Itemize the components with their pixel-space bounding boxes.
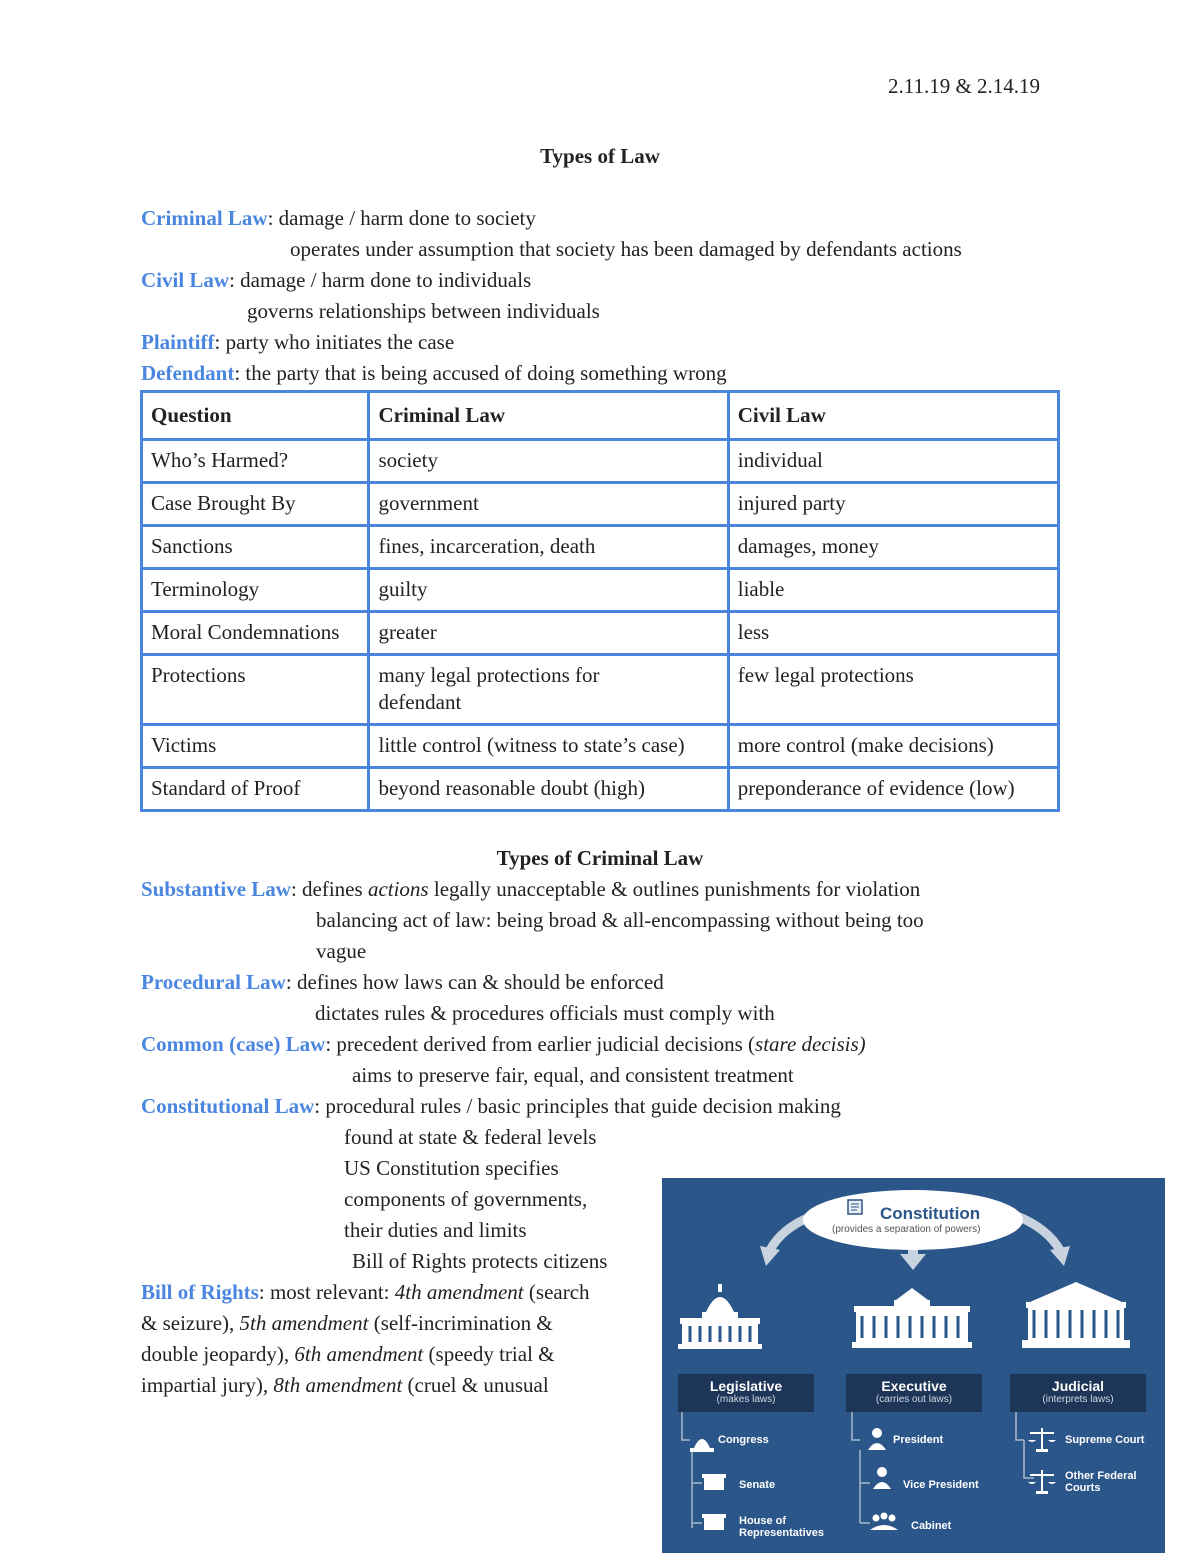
table-header-row bbox=[142, 392, 1059, 440]
date: 2.11.19 & 2.14.19 bbox=[888, 74, 1041, 98]
item-house: House of Representatives bbox=[739, 1515, 824, 1539]
table-row bbox=[142, 569, 1059, 612]
table-cell: beyond reasonable doubt (high) bbox=[369, 768, 728, 811]
arrow-center-head bbox=[900, 1254, 926, 1270]
table-cell: Victims bbox=[142, 725, 369, 768]
definition-bill-of-rights bbox=[141, 1278, 590, 1306]
def-part: double jeopardy), bbox=[141, 1342, 295, 1366]
table-cell: more control (make decisions) bbox=[728, 725, 1058, 768]
def-part: (search bbox=[523, 1280, 590, 1304]
term-procedural-law: Procedural Law bbox=[141, 970, 286, 994]
supreme-court-icon bbox=[1022, 1282, 1130, 1348]
table-cell: injured party bbox=[728, 483, 1058, 526]
arrow-right-head bbox=[1050, 1246, 1070, 1266]
branch-executive bbox=[846, 1374, 982, 1412]
constitution-title: Constitution bbox=[880, 1204, 981, 1223]
branch-judicial bbox=[1010, 1374, 1146, 1412]
table-row bbox=[142, 725, 1059, 768]
note-substantive-1: balancing act of law: being broad & all-encompassing without being too bbox=[316, 908, 924, 932]
def-emphasis: stare decisis) bbox=[755, 1032, 866, 1056]
branch-subtitle: (makes laws) bbox=[716, 1394, 776, 1405]
table-row bbox=[142, 612, 1059, 655]
arrow-left-head bbox=[760, 1246, 780, 1266]
congress-icon bbox=[690, 1439, 714, 1452]
section-title-types-of-law: Types of Law bbox=[540, 144, 660, 168]
definition-substantive-law bbox=[141, 875, 920, 903]
note-constitutional: their duties and limits bbox=[344, 1218, 527, 1242]
table-cell: less bbox=[728, 612, 1058, 655]
def-part: : defines how laws can & should be enforced bbox=[285, 970, 664, 994]
table-header: Criminal Law bbox=[369, 392, 728, 440]
president-icon bbox=[868, 1428, 886, 1450]
comparison-table bbox=[140, 390, 1060, 812]
vice-president-icon bbox=[873, 1467, 891, 1489]
table-cell: little control (witness to state’s case) bbox=[369, 725, 728, 768]
table-row bbox=[142, 655, 1059, 725]
separation-of-powers-diagram bbox=[662, 1178, 1165, 1553]
term-criminal-law: Criminal Law bbox=[141, 206, 268, 230]
definition-constitutional-law bbox=[141, 1092, 841, 1120]
def-part: (speedy trial & bbox=[423, 1342, 555, 1366]
branch-title: Legislative bbox=[709, 1378, 783, 1394]
def-part: : defines bbox=[290, 877, 368, 901]
table-cell: fines, incarceration, death bbox=[369, 526, 728, 569]
term-substantive-law: Substantive Law bbox=[141, 877, 291, 901]
def-part: : most relevant: bbox=[258, 1280, 395, 1304]
item-cabinet: Cabinet bbox=[911, 1520, 952, 1532]
table-cell: Moral Condemnations bbox=[142, 612, 369, 655]
term-bill-of-rights: Bill of Rights bbox=[141, 1280, 259, 1304]
amendment-emphasis: 6th amendment bbox=[294, 1342, 424, 1366]
section-title-types-of-criminal-law: Types of Criminal Law bbox=[496, 846, 704, 870]
scales-icon-federal bbox=[1028, 1470, 1056, 1494]
table-cell-text: many legal protections for defendant bbox=[378, 663, 600, 714]
note-constitutional: Bill of Rights protects citizens bbox=[352, 1249, 608, 1273]
house-icon bbox=[702, 1514, 726, 1530]
branch-subtitle: (carries out laws) bbox=[875, 1394, 953, 1405]
table-cell: Case Brought By bbox=[142, 483, 369, 526]
table-header: Question bbox=[142, 392, 369, 440]
branch-title: Executive bbox=[881, 1378, 947, 1394]
table-cell: preponderance of evidence (low) bbox=[728, 768, 1058, 811]
note-criminal-law: operates under assumption that society has been damaged by defendants actions bbox=[290, 237, 962, 261]
definition-procedural-law bbox=[141, 968, 664, 996]
branch-legislative bbox=[678, 1374, 814, 1412]
definition-plaintiff bbox=[141, 328, 454, 356]
table-cell: greater bbox=[369, 612, 728, 655]
table-cell: Standard of Proof bbox=[142, 768, 369, 811]
branch-title: Judicial bbox=[1051, 1378, 1105, 1394]
def-part: (cruel & unusual bbox=[402, 1373, 549, 1397]
table-cell: damages, money bbox=[728, 526, 1058, 569]
cabinet-icon bbox=[870, 1513, 898, 1531]
definition-criminal-law bbox=[141, 204, 536, 232]
bill-line-2 bbox=[141, 1309, 553, 1337]
term-constitutional-law: Constitutional Law bbox=[141, 1094, 315, 1118]
note-constitutional: US Constitution specifies bbox=[344, 1156, 559, 1180]
term-plaintiff: Plaintiff bbox=[141, 330, 215, 354]
senate-icon bbox=[702, 1474, 726, 1490]
table-cell: society bbox=[369, 440, 728, 483]
table-cell: Who’s Harmed? bbox=[142, 440, 369, 483]
item-president: President bbox=[893, 1434, 944, 1446]
term-defendant: Defendant bbox=[141, 361, 235, 385]
item-vice-president: Vice President bbox=[903, 1479, 979, 1491]
amendment-emphasis: 4th amendment bbox=[394, 1280, 524, 1304]
note-substantive-2: vague bbox=[316, 939, 367, 963]
item-federal-courts: Other Federal Courts bbox=[1065, 1470, 1137, 1494]
amendment-emphasis: 8th amendment bbox=[273, 1373, 403, 1397]
table-cell: Sanctions bbox=[142, 526, 369, 569]
bill-line-4 bbox=[141, 1371, 549, 1399]
item-congress: Congress bbox=[718, 1434, 769, 1446]
table-row bbox=[142, 768, 1059, 811]
term-civil-law: Civil Law bbox=[141, 268, 230, 292]
bill-line-3 bbox=[141, 1340, 555, 1368]
note-constitutional: found at state & federal levels bbox=[344, 1125, 597, 1149]
arrow-right bbox=[1017, 1216, 1060, 1250]
table-cell: individual bbox=[728, 440, 1058, 483]
def-part: legally unacceptable & outlines punishments for violation bbox=[428, 877, 921, 901]
note-procedural: dictates rules & procedures officials must comply with bbox=[315, 1001, 775, 1025]
def-emphasis: actions bbox=[367, 877, 429, 901]
table-cell: government bbox=[369, 483, 728, 526]
definition-civil-law bbox=[141, 266, 531, 294]
table-cell: Terminology bbox=[142, 569, 369, 612]
white-house-icon bbox=[852, 1288, 972, 1348]
def-plaintiff: : party who initiates the case bbox=[214, 330, 455, 354]
def-part: impartial jury), bbox=[141, 1373, 274, 1397]
def-part: : precedent derived from earlier judicial decisions ( bbox=[325, 1032, 756, 1056]
def-part: (self-incrimination & bbox=[368, 1311, 553, 1335]
table-cell: liable bbox=[728, 569, 1058, 612]
table-row bbox=[142, 526, 1059, 569]
item-supreme-court: Supreme Court bbox=[1065, 1434, 1145, 1446]
def-part: : procedural rules / basic principles that guide decision making bbox=[314, 1094, 841, 1118]
branch-subtitle: (interprets laws) bbox=[1042, 1394, 1114, 1405]
term-common-law: Common (case) Law bbox=[141, 1032, 326, 1056]
table-row bbox=[142, 483, 1059, 526]
table-row bbox=[142, 440, 1059, 483]
note-constitutional: components of governments, bbox=[344, 1187, 588, 1211]
table-cell: guilty bbox=[369, 569, 728, 612]
scales-icon-supreme bbox=[1028, 1428, 1056, 1452]
table-cell: Protections bbox=[142, 655, 369, 725]
def-part: & seizure), bbox=[141, 1311, 240, 1335]
item-senate: Senate bbox=[739, 1479, 776, 1491]
definition-defendant bbox=[141, 359, 727, 387]
constitution-subtitle: (provides a separation of powers) bbox=[832, 1224, 981, 1235]
def-criminal-law: : damage / harm done to society bbox=[267, 206, 536, 230]
definition-common-law bbox=[141, 1030, 866, 1058]
table-cell bbox=[369, 655, 728, 725]
note-common: aims to preserve fair, equal, and consistent treatment bbox=[352, 1063, 794, 1087]
table-header: Civil Law bbox=[728, 392, 1058, 440]
scroll-icon bbox=[848, 1200, 862, 1214]
table-cell: few legal protections bbox=[728, 655, 1058, 725]
def-defendant: : the party that is being accused of doing something wrong bbox=[234, 361, 727, 385]
def-civil-law: : damage / harm done to individuals bbox=[229, 268, 532, 292]
tree-lines bbox=[682, 1412, 1034, 1528]
amendment-emphasis: 5th amendment bbox=[239, 1311, 369, 1335]
note-civil-law: governs relationships between individuals bbox=[247, 299, 600, 323]
